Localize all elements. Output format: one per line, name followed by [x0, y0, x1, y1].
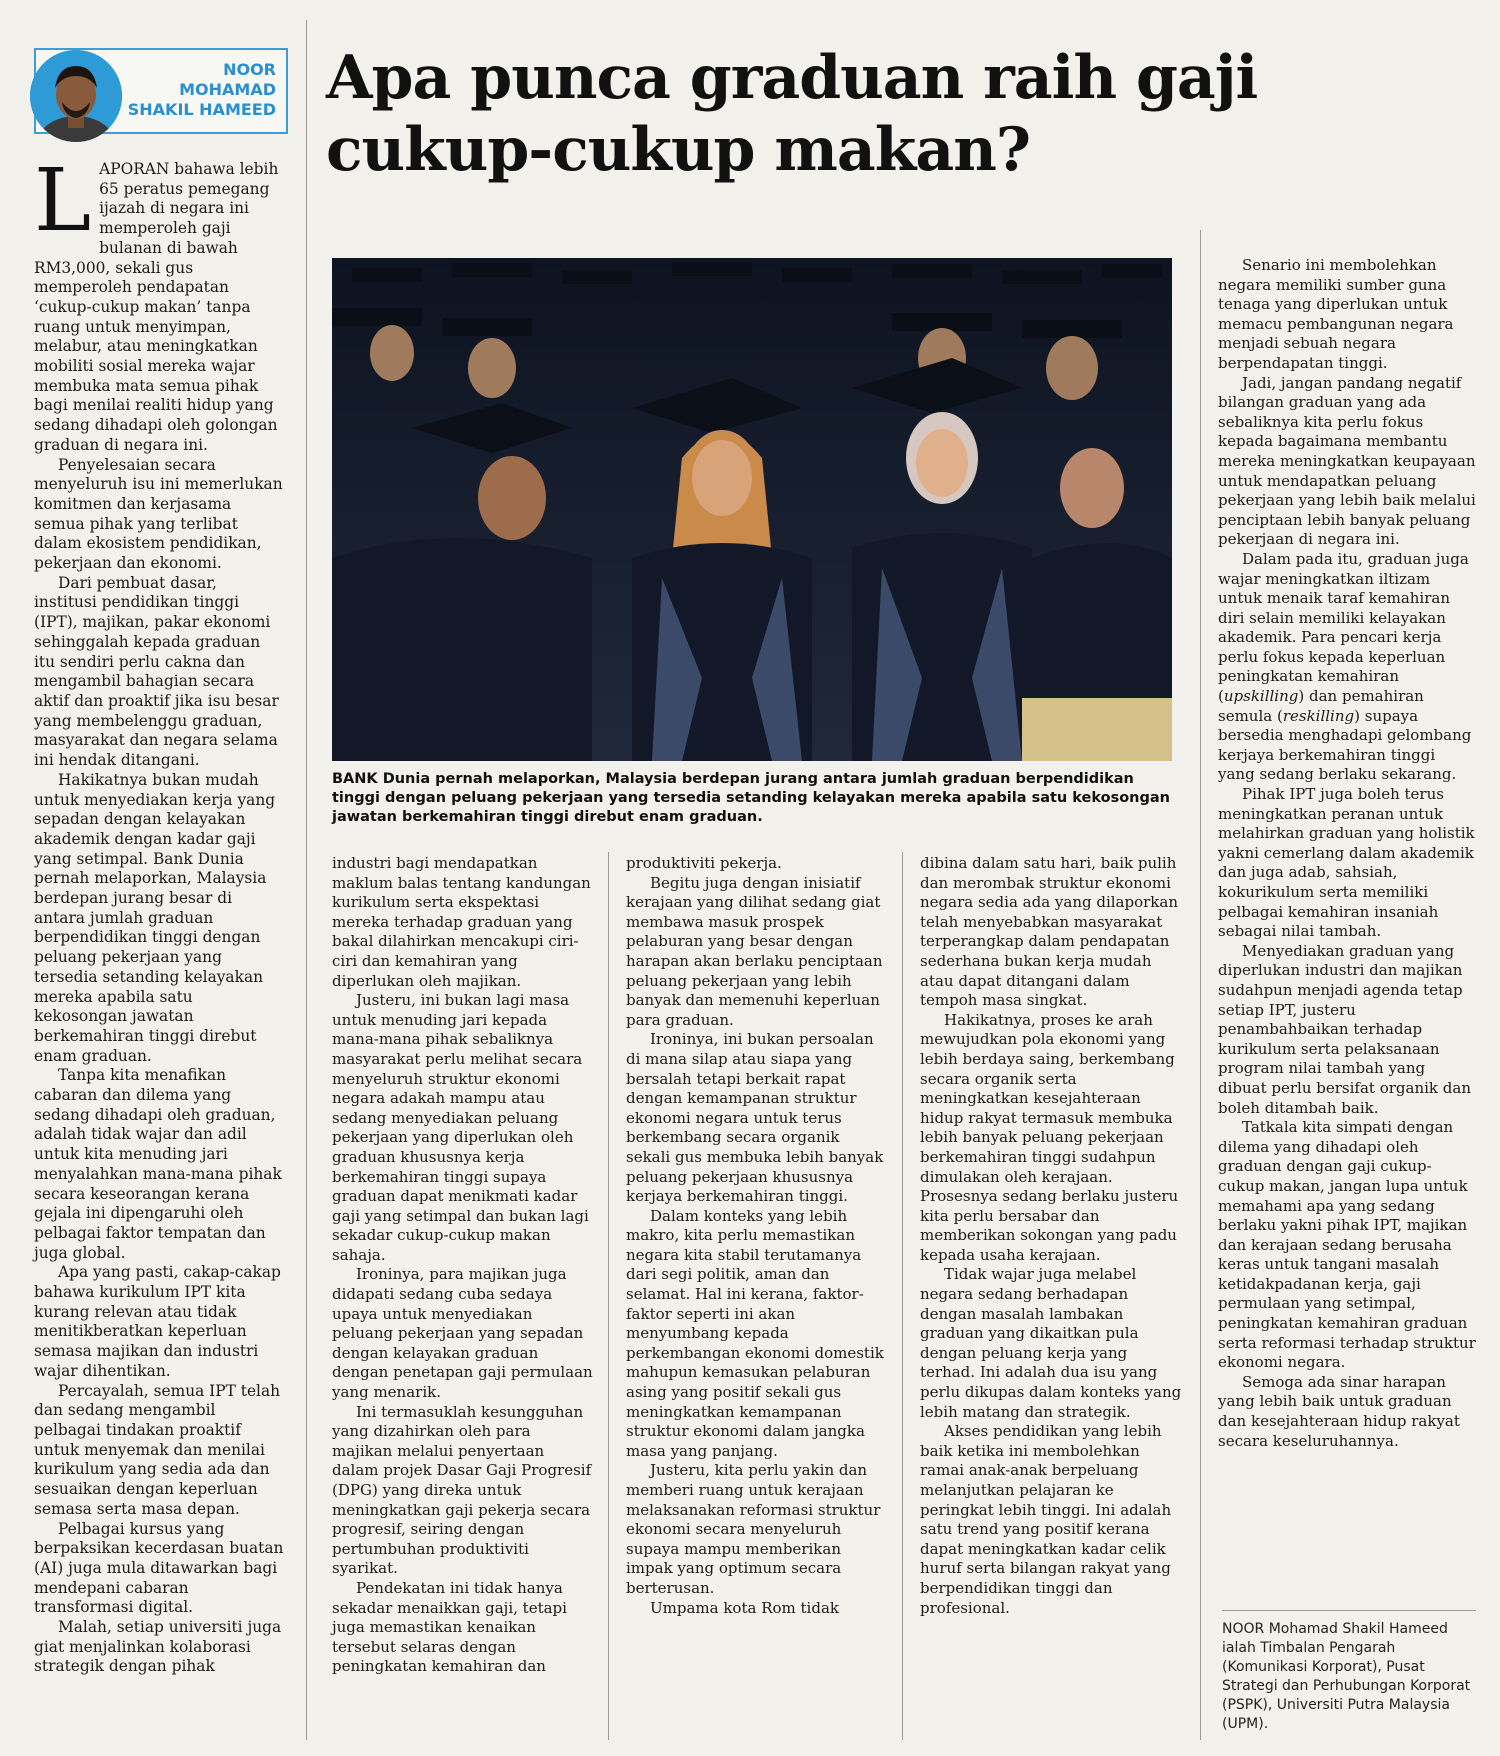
- author-portrait-icon: [30, 50, 122, 142]
- drop-cap: L: [34, 151, 92, 251]
- paragraph: produktiviti pekerja.: [626, 854, 782, 872]
- author-avatar: [30, 50, 122, 142]
- paragraph: Pendekatan ini tidak hanya sekadar menaikkan gaji, tetapi juga memastikan kenaikan tersebut selaras dengan peningkatan kemahiran dan: [332, 1578, 567, 1676]
- article-column-2: [332, 854, 594, 1677]
- paragraph: Apa yang pasti, cakap-cakap bahawa kurikulum IPT kita kurang relevan atau tidak menitikberatkan keperluan semasa majikan dan industri wajar dihentikan.: [34, 1263, 281, 1380]
- photo-caption: BANK Dunia pernah melaporkan, Malaysia berdepan jurang antara jumlah graduan berpendidikan tinggi dengan peluang pekerjaan yang tersedia setanding kelayakan mereka apabila satu kekosongan jawatan berkemahiran tinggi direbut enam graduan.: [332, 771, 1170, 825]
- lead-word: APORAN: [99, 160, 170, 178]
- bio-rule: [1222, 1610, 1476, 1611]
- author-name-line: SHAKIL HAMEED: [127, 100, 276, 119]
- headline-line: cukup-cukup makan?: [326, 115, 1030, 185]
- paragraph: Penyelesaian secara menyeluruh isu ini memerlukan komitmen dan kerjasama semua pihak yang terlibat dalam ekosistem pendidikan, pekerjaan dan ekonomi.: [34, 455, 283, 573]
- paragraph: Justeru, ini bukan lagi masa untuk menuding jari kepada mana-mana pihak sebaliknya masyarakat perlu melihat secara menyeluruh struktur ekonomi negara adakah mampu atau sedang menyediakan peluang pekerjaan yang diperlukan oleh graduan khususnya kerja berkemahiran tinggi supaya graduan dapat menikmati kadar gaji yang setimpal dan bukan lagi sekadar cukup-cukup makan sahaja.: [332, 991, 589, 1264]
- paragraph: Ini termasuklah kesungguhan yang dizahirkan oleh para majikan melalui penyertaan dalam projek Dasar Gaji Progresif (DPG) yang direka untuk meningkatkan gaji pekerja secara progresif, seiring dengan pertumbuhan produktiviti syarikat.: [332, 1402, 592, 1578]
- paragraph: Hakikatnya, proses ke arah mewujudkan pola ekonomi yang lebih berdaya saing, berkembang secara organik serta meningkatkan kesejahteraan hidup rakyat termasuk membuka lebih banyak peluang pekerjaan berkemahiran tinggi sudahpun dimulakan oleh kerajaan. Prosesnya sedang berlaku justeru kita perlu bersabar dan memberikan sokongan yang padu kepada usaha kerajaan.: [920, 1010, 1179, 1264]
- paragraph-text: bahawa lebih 65 peratus pemegang ijazah di negara ini memperoleh gaji bulanan di bawah RM3,000, sekali gus memperoleh pendapatan ‘cukup-cukup makan’ tanpa ruang untuk menyimpan, melabur, atau meningkatkan mobiliti sosial mereka wajar membuka mata semua pihak bagi menilai realiti hidup yang sedang dihadapi oleh golongan graduan di negara ini.: [34, 160, 279, 454]
- paragraph: Justeru, kita perlu yakin dan memberi ruang untuk kerajaan melaksanakan reformasi struktur ekonomi secara menyeluruh supaya mampu memberikan impak yang optimum secara berterusan.: [626, 1461, 881, 1597]
- paragraph: Menyediakan graduan yang diperlukan industri dan majikan sudahpun menjadi agenda tetap setiap IPT, justeru penambahbaikan terhadap kurikulum serta pelaksanaan program nilai tambah yang dibuat perlu bersifat organik dan boleh ditambah baik.: [1218, 941, 1471, 1117]
- article-column-1: [34, 151, 284, 1677]
- paragraph: Hakikatnya bukan mudah untuk menyediakan kerja yang sepadan dengan kelayakan akademik dengan kadar gaji yang setimpal. Bank Dunia pernah melaporkan, Malaysia berdepan jurang besar di antara jumlah graduan berpendidikan tinggi dengan peluang pekerjaan yang tersedia setanding kelayakan mereka apabila satu kekosongan jawatan berkemahiran tinggi direbut enam graduan.: [34, 770, 276, 1065]
- paragraph: Akses pendidikan yang lebih baik ketika ini membolehkan ramai anak-anak berpeluang melanjutkan pelajaran ke peringkat lebih tinggi. Ini adalah satu trend yang positif kerana dapat meningkatkan kadar celik huruf serta bilangan rakyat yang berpendidikan tinggi dan profesional.: [920, 1422, 1172, 1617]
- paragraph-text: Dalam pada itu, graduan juga wajar meningkatkan iltizam untuk menaik taraf kemahiran diri selain memiliki kelayakan akademik. Para pencari kerja perlu fokus kepada keperluan peningkatan kemahiran (: [1218, 549, 1469, 706]
- author-name-line: NOOR: [223, 60, 276, 79]
- graduates-image: [332, 258, 1172, 761]
- article-column-5: [1218, 256, 1476, 1451]
- paragraph: industri bagi mendapatkan maklum balas tentang kandungan kurikulum serta ekspektasi mereka terhadap graduan yang bakal dilahirkan mencakupi ciri-ciri dan kemahiran yang diperlukan oleh majikan.: [332, 854, 591, 990]
- paragraph: Senario ini membolehkan negara memiliki sumber guna tenaga yang diperlukan untuk memacu pembangunan negara menjadi sebuah negara berpendapatan tinggi.: [1218, 256, 1454, 372]
- column-rule: [608, 852, 609, 1740]
- paragraph: Tanpa kita menafikan cabaran dan dilema yang sedang dihadapi oleh graduan, adalah tidak wajar dan adil untuk kita menuding jari menyalahkan mana-mana pihak secara keseorangan kerana gejala ini dipengaruhi oleh pelbagai faktor tempatan dan juga global.: [34, 1066, 282, 1262]
- author-name: [112, 60, 276, 120]
- column-rule: [306, 20, 307, 1740]
- paragraph-text: ) supaya bersedia menghadapi gelombang kerjaya berkemahiran tinggi yang sedang berlaku sekarang.: [1218, 706, 1472, 784]
- paragraph: Umpama kota Rom tidak: [650, 1598, 839, 1617]
- paragraph: Tidak wajar juga melabel negara sedang berhadapan dengan masalah lambakan graduan yang dikaitkan pula dengan peluang kerja yang terhad. Ini adalah dua isu yang perlu dikupas dalam konteks yang lebih matang dan strategik.: [920, 1265, 1182, 1421]
- term-reskilling: reskilling: [1282, 706, 1355, 725]
- paragraph: Dari pembuat dasar, institusi pendidikan tinggi (IPT), majikan, pakar ekonomi sehinggalah kepada graduan itu sendiri perlu cakna dan mengambil bahagian secara aktif dan proaktif jika isu besar yang membelenggu graduan, masyarakat dan negara selama ini hendak ditangani.: [34, 573, 279, 770]
- article-column-4: [920, 854, 1184, 1618]
- headline: [326, 42, 1456, 186]
- paragraph: Pelbagai kursus yang berpaksikan kecerdasan buatan (AI) juga mula ditawarkan bagi mendepani cabaran transformasi digital.: [34, 1519, 284, 1617]
- column-rule: [902, 852, 903, 1740]
- paragraph: Dalam konteks yang lebih makro, kita perlu memastikan negara kita stabil terutamanya dari segi politik, aman dan selamat. Hal ini kerana, faktor-faktor seperti ini akan menyumbang kepada perkembangan ekonomi domestik mahupun kemasukan pelaburan asing yang positif sekali gus meningkatkan kemampanan struktur ekonomi dalam jangka masa yang panjang.: [626, 1206, 884, 1460]
- paragraph: Tatkala kita simpati dengan dilema yang dihadapi oleh graduan dengan gaji cukup-cukup makan, jangan lupa untuk memahami apa yang sedang berlaku yakni pihak IPT, majikan dan kerajaan sedang berusaha keras untuk tangani masalah ketidakpadanan kerja, gaji permulaan yang setimpal, peningkatan kemahiran graduan serta reformasi terhadap struktur ekonomi negara.: [1218, 1118, 1476, 1372]
- paragraph: Semoga ada sinar harapan yang lebih baik untuk graduan dan kesejahteraan hidup rakyat secara keseluruhannya.: [1218, 1372, 1460, 1450]
- paragraph: Malah, setiap universiti juga giat menjalinkan kolaborasi strategik dengan pihak: [34, 1618, 282, 1676]
- paragraph-text: ) dan pemahiran semula (: [1218, 687, 1424, 725]
- headline-line: Apa punca graduan raih gaji: [326, 43, 1258, 113]
- paragraph: [1218, 550, 1476, 785]
- paragraph: Percayalah, semua IPT telah dan sedang mengambil pelbagai tindakan proaktif untuk menyemak dan menilai kurikulum yang sedia ada dan sesuaikan dengan keperluan semasa serta masa depan.: [34, 1381, 281, 1518]
- paragraph: Pihak IPT juga boleh terus meningkatkan peranan untuk melahirkan graduan yang holistik yakni cemerlang dalam akademik dan juga adab, sahsiah, kokurikulum serta memiliki pelbagai kemahiran insaniah sebagai nilai tambah.: [1218, 785, 1475, 941]
- term-upskilling: upskilling: [1223, 687, 1299, 706]
- paragraph: Ironinya, ini bukan persoalan di mana silap atau siapa yang bersalah tetapi berkait rapat dengan kemampanan struktur ekonomi negara untuk terus berkembang secara organik sekali gus membuka lebih banyak peluang pekerjaan khususnya kerjaya berkemahiran tinggi.: [626, 1030, 884, 1206]
- paragraph: dibina dalam satu hari, baik pulih dan merombak struktur ekonomi negara sedia ada yang dilaporkan telah menyebabkan masyarakat terperangkap dalam pendapatan sederhana bukan kerja mudah atau dapat ditangani dalam tempoh masa singkat.: [920, 854, 1178, 1010]
- column-rule: [1200, 230, 1201, 1740]
- graduation-photo: [332, 258, 1172, 761]
- author-bio: NOOR Mohamad Shakil Hameed ialah Timbalan Pengarah (Komunikasi Korporat), Pusat Strategi dan Perhubungan Korporat (PSPK), Universiti Putra Malaysia (UPM).: [1222, 1621, 1471, 1732]
- paragraph: Jadi, jangan pandang negatif bilangan graduan yang ada sebaliknya kita perlu fokus kepada bagaimana membantu mereka meningkatkan keupayaan untuk mendapatkan peluang pekerjaan yang lebih baik melalui penciptaan lebih banyak peluang pekerjaan di negara ini.: [1218, 373, 1476, 549]
- author-name-line: MOHAMAD: [179, 80, 276, 99]
- paragraph: Begitu juga dengan inisiatif kerajaan yang dilihat sedang giat membawa masuk prospek pelaburan yang besar dengan harapan akan berlaku penciptaan peluang pekerjaan yang lebih banyak dan memenuhi keperluan para graduan.: [626, 873, 883, 1029]
- lead-paragraph: [34, 151, 284, 456]
- paragraph: Ironinya, para majikan juga didapati sedang cuba sedaya upaya untuk menyediakan peluang pekerjaan yang sepadan dengan kelayakan graduan dengan penetapan gaji permulaan yang menarik.: [332, 1265, 593, 1402]
- article-column-3: [626, 854, 888, 1618]
